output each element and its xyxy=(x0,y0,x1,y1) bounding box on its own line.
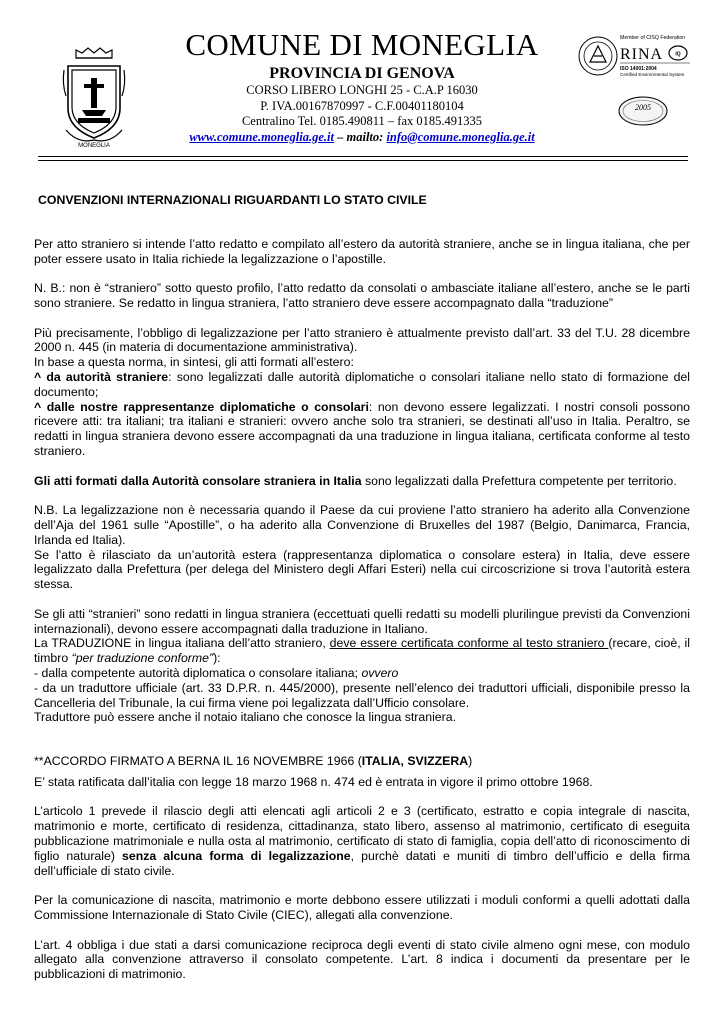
article-1-text: L’articolo 1 prevede il rilascio degli atti elencati agli articoli 2 e 3 (certificato, estratto e copia integrale di nascita, matrimonio e morte, certificato di residenza, cittadinanza, stato libero, assenso al matrimonio, certificato di eseguita pubblicazione matrimoniale e nulla osta al matrimonio, certificato di stato di famiglia, copia dell’atto di riconoscimento di figlio naturale) xyxy=(34,804,690,863)
tax-ids-line: P. IVA.00167870997 - C.F.00401180104 xyxy=(260,98,464,113)
paragraph-prefecture: Se l’atto è rilasciato da un’autorità estera (rappresentanza diplomatica o consolare estera) in Italia, deve essere legalizzato dalla Prefettura (per delega del Ministero degli Affari Esteri) nella cui circoscrizione si trova l’autorità estera stessa. xyxy=(34,547,690,592)
mailto-separator: – mailto: xyxy=(334,129,387,144)
paragraph-ciec-forms: Per la comunicazione di nascita, matrimonio e morte debbono essere utilizzati i moduli conformi a quelli adottati dalla Commissione Internazionale di Stato Civile (CIEC), allegati alla convenzione. xyxy=(34,893,690,923)
article-1-bold: senza alcuna forma di legalizzazione xyxy=(122,848,351,863)
paragraph-foreign-authorities xyxy=(34,370,690,400)
province-name: PROVINCIA DI GENOVA xyxy=(269,65,455,82)
email-link[interactable]: info@comune.moneglia.ge.it xyxy=(386,129,535,144)
foreign-authorities-text: : sono legalizzati dalle autorità diplomatiche o consolari italiane nello stato di formazione del documento; xyxy=(34,369,690,399)
consular-acts-text: sono legalizzati dalla Prefettura competente per territorio. xyxy=(361,473,677,488)
website-link[interactable]: www.comune.moneglia.ge.it xyxy=(189,129,334,144)
italian-representations-label: ^ dalle nostre rappresentanze diplomatiche o consolari xyxy=(34,399,369,414)
svg-text:Certified Environmental System: Certified Environmental System xyxy=(620,72,685,77)
rina-certification-logo xyxy=(578,32,696,82)
consular-authority-text: - dalla competente autorità diplomatica o consolare italiana; xyxy=(34,665,362,680)
paragraph-article-4: L’art. 4 obbliga i due stati a darsi comunicazione reciproca degli eventi di stato civile almeno ogni mese, con modulo allegato alla convenzione attraverso il consolato competente. L’art. 8 indica i documenti da presentare per le pubblicazioni di matrimonio. xyxy=(34,937,690,982)
paragraph-article-1 xyxy=(34,804,690,878)
italian-representations-text: : non devono essere legalizzati. I nostri consoli possono ricevere atti: tra italiani; tra italiani e stranieri: ovvero anche solo tra stranieri, se destinati all’uso in Italia. Peraltro, se redatti in lingua straniera devono essere accompagnati da una traduzione in lingua italiana, certificata conforme al testo straniero. xyxy=(34,399,690,458)
translation-cert-underlined: deve essere certificata conforme al testo straniero xyxy=(329,636,609,651)
paragraph-nb: N. B.: non è “straniero” sotto questo profilo, l’atto redatto da consolati o ambasciate italiane all’estero, anche se le parti sono straniere. Se redatto in lingua straniera, l’atto straniero deve essere accompagnato dalla “traduzione” xyxy=(34,281,690,310)
municipal-crest-icon xyxy=(58,44,130,152)
document-heading: CONVENZIONI INTERNAZIONALI RIGUARDANTI LO STATO CIVILE xyxy=(38,193,427,207)
paragraph-consular-acts xyxy=(34,474,690,489)
paragraph-italian-representations xyxy=(34,400,690,459)
translation-cert-text: La TRADUZIONE in lingua italiana dell’atto straniero, xyxy=(34,636,330,651)
letterhead xyxy=(0,0,724,160)
foreign-authorities-label: ^ da autorità straniere xyxy=(34,369,169,384)
document-body xyxy=(34,193,690,982)
svg-text:Member of CISQ Federation: Member of CISQ Federation xyxy=(620,35,686,41)
berna-agreement-text: **ACCORDO FIRMATO A BERNA IL 16 NOVEMBRE 1966 ( xyxy=(34,754,362,769)
list-item-consular-authority xyxy=(34,666,690,681)
paragraph-legal-basis: Più precisamente, l’obbligo di legalizzazione per l’atto straniero è attualmente previsto dall’art. 33 del T.U. 28 dicembre 2000 n. 445 (in materia di documentazione amministrativa). xyxy=(34,325,690,355)
paragraph-apostille: N.B. La legalizzazione non è necessaria quando il Paese da cui proviene l’atto straniero ha aderito alla Convenzione dell’Aja del 1961 sulle “Apostille”, o ha aderito alla Convenzione di Bruxelles del 1987 (Belgio, Danimarca, Francia, Irlanda ed Italia). xyxy=(34,503,690,547)
svg-text:IQ: IQ xyxy=(675,51,681,58)
paragraph-translation-cert xyxy=(34,636,690,666)
section-heading-berna-agreement xyxy=(34,754,690,769)
paragraph-synthesis: In base a questa norma, in sintesi, gli atti formati all’estero: xyxy=(34,355,354,370)
translation-cert-stamp: “per traduzione conforme” xyxy=(71,651,214,666)
paragraph-definition: Per atto straniero si intende l’atto redatto e compilato all’estero da autorità straniere, anche se in lingua italiana, che per poter essere usato in Italia richiede la legalizzazione o l’apostille. xyxy=(34,236,690,266)
translation-cert-end: ): xyxy=(213,651,221,666)
paragraph-translation: Se gli atti “stranieri” sono redatti in lingua straniera (eccettuati quelli redatti su modelli plurilingue previsti da Convenzioni internazionali), devono essere accompagnati dalla traduzione in Italiano. xyxy=(34,606,690,636)
svg-text:RINA: RINA xyxy=(620,46,664,63)
contact-links xyxy=(160,130,564,146)
berna-agreement-end: ) xyxy=(468,754,473,769)
header-divider-thin xyxy=(38,160,688,161)
consular-acts-label: Gli atti formati dalla Autorità consolare straniera in Italia xyxy=(34,473,362,488)
address-line: CORSO LIBERO LONGHI 25 - C.A.P 16030 xyxy=(246,83,478,97)
letterhead-text xyxy=(160,28,564,145)
list-item-official-translator: - da un traduttore ufficiale (art. 33 D.P.R. n. 445/2000), presente nell’elenco dei traduttori ufficiali, disponibile presso la Cancelleria del Tribunale, la cui firma viene poi legalizzata dall’Ufficio consolare. xyxy=(34,680,690,710)
berna-agreement-countries: ITALIA, SVIZZERA xyxy=(361,754,469,769)
header-divider xyxy=(38,156,688,157)
year-badge-2005 xyxy=(617,95,669,127)
svg-text:ISO 14001:2004: ISO 14001:2004 xyxy=(620,66,657,72)
translation-cert-stamp-pre: (recare, cioè, il timbro xyxy=(34,636,690,666)
paragraph-ratification: E’ stata ratificata dall’italia con legge 18 marzo 1968 n. 474 ed è entrata in vigore il primo ottobre 1968. xyxy=(34,774,593,789)
svg-text:2005: 2005 xyxy=(635,103,651,112)
page-title: COMUNE DI MONEGLIA xyxy=(185,27,539,62)
article-1-end: , purchè datati e muniti di timbro dell’ufficio e della firma dell’ufficiale di stato civile. xyxy=(34,848,690,878)
ovvero-text: ovvero xyxy=(361,665,399,680)
paragraph-notary: Traduttore può essere anche il notaio italiano che conosce la lingua straniera. xyxy=(34,710,456,725)
phone-fax-line: Centralino Tel. 0185.490811 – fax 0185.491335 xyxy=(241,114,483,128)
svg-text:MONEGLIA: MONEGLIA xyxy=(78,143,110,149)
